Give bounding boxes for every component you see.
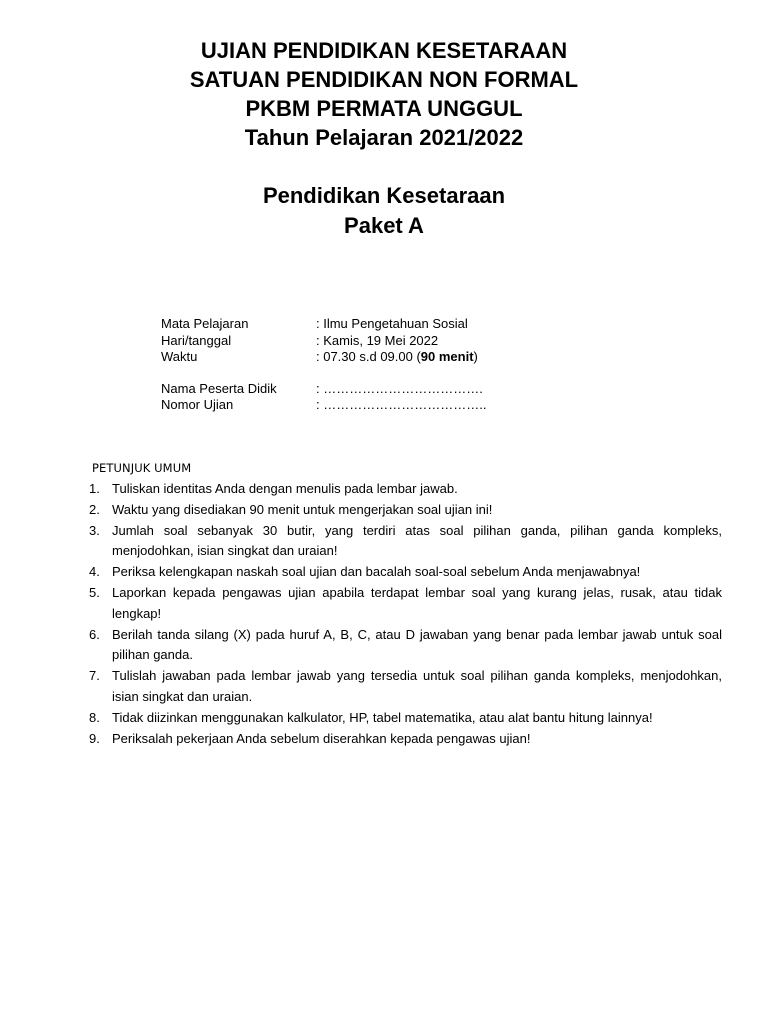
header-title-line-1: UJIAN PENDIDIKAN KESETARAAN [200,38,568,63]
list-item-text: Tulislah jawaban pada lembar jawab yang tersedia untuk soal pilihan ganda kompleks, menjodohkan, isian singkat dan uraian. [112,668,722,704]
list-item-number: 5. [89,584,100,600]
time-value-duration: 90 menit [420,349,474,364]
list-item-text: Waktu yang disediakan 90 menit untuk mengerjakan soal ujian ini! [112,501,493,517]
exam-number-value: : ……………………………….. [316,397,487,412]
exam-info-block [161,316,486,414]
list-item-text: Tuliskan identitas Anda dengan menulis pada lembar jawab. [112,481,458,496]
list-item-number: 7. [89,668,100,684]
list-item [89,500,722,521]
participant-name-value: : ………………………………. [316,380,483,396]
list-item-text: Tidak diizinkan menggunakan kalkulator, HP, tabel matematika, atau alat bantu hitung lainnya! [112,709,653,725]
participant-name-label: Nama Peserta Didik [161,380,277,396]
list-item [89,479,722,500]
info-row-exam-number [161,397,486,414]
list-item [89,666,722,708]
list-item-text: Laporkan kepada pengawas ujian apabila terdapat lembar soal yang kurang jelas, rusak, atau tidak lengkap! [112,584,722,621]
instructions-list [89,479,722,749]
header-academic-year: Tahun Pelajaran 2021/2022 [244,125,524,150]
header-title-line-2: SATUAN PENDIDIKAN NON FORMAL [189,67,579,92]
list-item [89,729,722,750]
list-item-text: Periksa kelengkapan naskah soal ujian dan bacalah soal-soal sebelum Anda menjawabnya! [112,564,641,580]
list-item-number: 9. [89,730,100,746]
info-row-date [161,333,486,350]
info-row-subject [161,316,486,333]
time-value-suffix: ) [473,349,478,364]
instructions-heading: PETUNJUK UMUM [92,461,192,475]
list-item-number: 6. [89,626,100,642]
list-item-number: 4. [89,564,100,580]
list-item [89,583,722,625]
subheader-program: Pendidikan Kesetaraan [262,183,506,208]
subheader-package: Paket A [344,213,424,238]
list-item-number: 2. [89,501,100,517]
subject-value: : Ilmu Pengetahuan Sosial [316,316,468,331]
time-value-prefix: : 07.30 s.d 09.00 ( [316,349,421,364]
list-item-number: 3. [89,522,100,538]
list-item-number: 8. [89,709,100,725]
list-item-text: Periksalah pekerjaan Anda sebelum diserahkan kepada pengawas ujian! [112,730,531,746]
date-value: : Kamis, 19 Mei 2022 [316,332,439,348]
time-label: Waktu [161,349,198,364]
list-item-text: Berilah tanda silang (X) pada huruf A, B, C, atau D jawaban yang benar pada lembar jawab untuk soal pilihan ganda. [112,626,722,663]
list-item-text: Jumlah soal sebanyak 30 butir, yang terdiri atas soal pilihan ganda, pilihan ganda kompleks, menjodohkan, isian singkat dan uraian! [112,522,722,559]
header-title-line-3: PKBM PERMATA UNGGUL [245,96,523,121]
exam-number-label: Nomor Ujian [161,397,234,412]
document-header [0,36,768,152]
list-item [89,562,722,583]
list-item [89,521,722,563]
info-row-name [161,381,486,398]
list-item-number: 1. [89,481,100,496]
subject-label: Mata Pelajaran [161,316,249,331]
date-label: Hari/tanggal [161,332,232,348]
list-item [89,708,722,729]
document-subheader [0,181,768,241]
info-spacer [161,366,486,381]
info-row-time [161,349,486,366]
time-value [316,349,478,366]
list-item [89,625,722,667]
